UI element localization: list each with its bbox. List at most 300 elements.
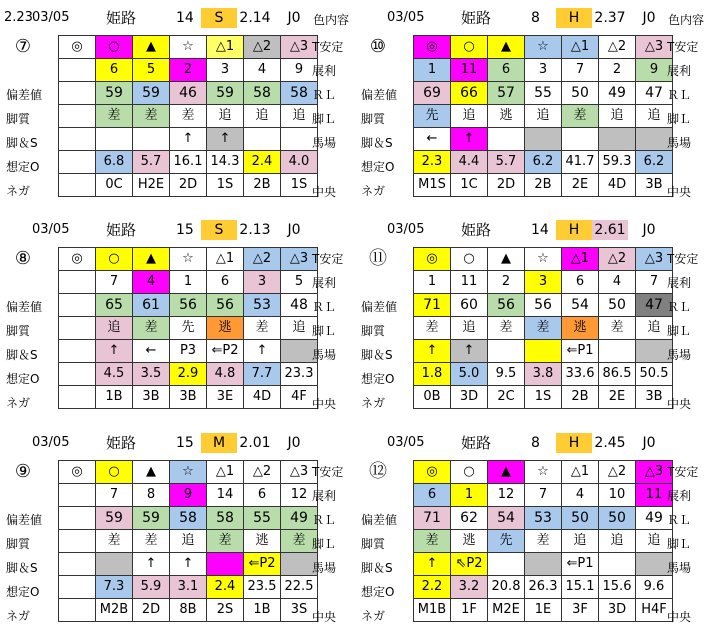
grid-cell: 2D	[133, 599, 170, 622]
grid-cell: △1	[207, 248, 244, 271]
grid-cell: ◎	[414, 461, 451, 484]
grid-cell: ←	[133, 340, 170, 363]
grid-cell: 47	[636, 294, 673, 317]
grid-cell: 2E	[562, 174, 599, 197]
grid-cell: 3B	[636, 386, 673, 409]
grid-cell: 1	[414, 59, 451, 82]
grid-cell: 差	[414, 317, 451, 340]
row-labels	[6, 460, 66, 628]
side-label	[312, 155, 343, 179]
grid-cell: 4	[244, 59, 281, 82]
grid-cell	[562, 128, 599, 151]
race-date: 03/05	[32, 435, 70, 450]
race-panel	[355, 425, 700, 637]
grid-cell: 1B	[244, 599, 281, 622]
grid-cell: 56	[488, 294, 525, 317]
grid-cell	[59, 82, 96, 105]
row-label	[6, 271, 66, 295]
grid-cell: 56	[207, 294, 244, 317]
grid-cell: △2	[244, 461, 281, 484]
grid-cell: 5.0	[451, 363, 488, 386]
grid-cell	[59, 151, 96, 174]
grid-cell: 3B	[636, 174, 673, 197]
grid-cell: 66	[451, 82, 488, 105]
grid-cell: ▲	[488, 248, 525, 271]
side-label: 脚Ｌ	[667, 324, 692, 338]
grid-cell: ▲	[488, 461, 525, 484]
race-panel	[0, 0, 350, 212]
grid-cell: ○	[96, 461, 133, 484]
row-label: ネガ	[361, 396, 386, 410]
grid-cell: 逃	[244, 530, 281, 553]
grid-cell: ☆	[525, 248, 562, 271]
grid-cell: ↑	[451, 128, 488, 151]
grid-cell: 59.3	[599, 151, 636, 174]
race-date: 03/05	[387, 222, 425, 237]
grid-cell: 58	[170, 507, 207, 530]
grid-cell: 6.8	[96, 151, 133, 174]
grid-cell: 4.0	[281, 151, 318, 174]
grid-cell: 41.7	[562, 151, 599, 174]
grid-cell: 4.8	[207, 363, 244, 386]
side-label: 馬場	[667, 561, 692, 575]
side-label: 馬場	[312, 136, 337, 150]
grid-cell: 62	[451, 507, 488, 530]
grid-cell: 33.6	[562, 363, 599, 386]
side-labels	[312, 35, 343, 203]
grid-cell: 差	[133, 317, 170, 340]
race-number: ⑫	[369, 461, 387, 482]
grid-cell: 先	[488, 530, 525, 553]
grid-cell: 追	[96, 317, 133, 340]
grid-cell: 8	[133, 484, 170, 507]
grid-cell: ↑	[133, 553, 170, 576]
row-label	[6, 59, 66, 83]
bottom-side-label: 中央	[312, 185, 337, 199]
grid-cell	[59, 105, 96, 128]
side-label	[312, 580, 343, 604]
runner-count: 8	[531, 435, 540, 451]
grade-badge: S	[201, 220, 237, 240]
grid-cell: ⇐P1	[562, 553, 599, 576]
jockey-code: J0	[642, 222, 656, 238]
grid-cell: ◎	[59, 461, 96, 484]
grid-cell: 4.4	[451, 151, 488, 174]
grid-cell: △3	[636, 36, 673, 59]
row-label	[361, 247, 421, 271]
grid-cell	[59, 553, 96, 576]
time-value: 2.14	[237, 8, 273, 28]
bottom-side-label: 中央	[667, 610, 692, 624]
race-panel	[0, 425, 345, 637]
row-label: 偏差値	[6, 88, 43, 102]
data-grid	[58, 460, 318, 622]
side-label: T安定	[312, 252, 344, 266]
grid-cell	[59, 317, 96, 340]
jockey-code: J0	[287, 222, 301, 238]
grid-cell: 4D	[599, 174, 636, 197]
side-label: ＲＬ	[667, 513, 692, 527]
grid-cell: 差	[488, 317, 525, 340]
grid-cell: 6	[414, 484, 451, 507]
grid-cell	[525, 340, 562, 363]
grid-cell: 4.5	[96, 363, 133, 386]
grid-cell	[59, 363, 96, 386]
row-label	[361, 484, 421, 508]
grid-cell	[59, 340, 96, 363]
grid-cell: 59	[96, 507, 133, 530]
grid-cell: 86.5	[599, 363, 636, 386]
grid-cell: 2.3	[414, 151, 451, 174]
grid-cell: ↑	[96, 340, 133, 363]
grid-cell: ○	[451, 248, 488, 271]
grid-cell: 48	[281, 294, 318, 317]
race-number: ⑩	[369, 36, 387, 57]
side-label: T安定	[312, 465, 344, 479]
grid-cell: 5.9	[133, 576, 170, 599]
bottom-side-label: 中央	[667, 185, 692, 199]
grid-cell	[133, 128, 170, 151]
grid-cell: 11	[451, 271, 488, 294]
grid-cell: ↑	[414, 553, 451, 576]
grid-cell: 49	[599, 82, 636, 105]
grid-cell: 1S	[281, 174, 318, 197]
bottom-side-label: 中央	[667, 397, 692, 411]
grid-cell: 差	[244, 317, 281, 340]
grid-cell: 57	[488, 82, 525, 105]
grid-cell: ○	[96, 36, 133, 59]
grid-cell: △2	[244, 36, 281, 59]
grid-cell: 7	[96, 271, 133, 294]
row-label: 脚質	[361, 537, 386, 551]
grid-cell: 59	[96, 82, 133, 105]
grid-cell: 59	[207, 82, 244, 105]
grid-cell	[599, 128, 636, 151]
grid-cell	[59, 386, 96, 409]
grid-cell	[525, 128, 562, 151]
grid-cell: ☆	[525, 461, 562, 484]
row-label	[6, 247, 66, 271]
course-name: 姫路	[106, 9, 137, 27]
grid-cell: 60	[451, 294, 488, 317]
time-value: 2.37	[592, 8, 628, 28]
grid-cell: △1	[207, 461, 244, 484]
grid-cell	[59, 59, 96, 82]
grid-cell: ↑	[244, 340, 281, 363]
race-date: 03/05	[32, 222, 70, 237]
grid-cell: 1B	[96, 386, 133, 409]
runner-count: 14	[176, 10, 194, 26]
grid-cell: 1	[170, 271, 207, 294]
grid-cell: 20.8	[488, 576, 525, 599]
grid-cell: 差	[562, 105, 599, 128]
row-label	[6, 484, 66, 508]
grid-cell: 逃	[562, 317, 599, 340]
grid-cell: 2.4	[244, 151, 281, 174]
top-date: 2.23	[4, 10, 33, 25]
grid-cell: 追	[636, 530, 673, 553]
grid-cell: 逃	[451, 530, 488, 553]
grid-cell: 3	[244, 271, 281, 294]
grade-badge: S	[201, 8, 237, 28]
grid-cell: 56	[170, 294, 207, 317]
course-name: 姫路	[106, 221, 137, 239]
grid-cell: 3D	[451, 386, 488, 409]
grid-cell: 差	[133, 530, 170, 553]
grid-cell: 1	[414, 271, 451, 294]
row-label	[361, 35, 421, 59]
grid-cell: 2D	[488, 174, 525, 197]
grid-cell: 3	[525, 59, 562, 82]
grid-cell: ☆	[525, 36, 562, 59]
row-label: 想定O	[6, 160, 40, 174]
grid-cell: 50	[562, 507, 599, 530]
header-right-label: 色内容	[668, 13, 704, 27]
jockey-code: J0	[287, 435, 301, 451]
grid-cell: △2	[599, 36, 636, 59]
grid-cell: 差	[414, 530, 451, 553]
data-grid	[58, 247, 318, 409]
grid-cell: ↑	[451, 340, 488, 363]
grid-cell: 7	[636, 271, 673, 294]
grid-cell: ○	[451, 461, 488, 484]
grid-cell: 9	[636, 59, 673, 82]
header-right-label: 色内容	[313, 13, 350, 27]
grid-cell: △3	[281, 461, 318, 484]
runner-count: 15	[176, 435, 194, 451]
grid-cell: 6	[96, 59, 133, 82]
jockey-code: J0	[287, 10, 301, 26]
grid-cell: ▲	[133, 248, 170, 271]
grid-cell: 2C	[488, 386, 525, 409]
row-label: 脚質	[6, 112, 31, 126]
row-label: 脚＆S	[6, 136, 38, 150]
row-label: 脚質	[361, 112, 386, 126]
side-label: 脚Ｌ	[667, 537, 692, 551]
side-label: 脚Ｌ	[312, 112, 337, 126]
side-label: 脚Ｌ	[312, 324, 337, 338]
grid-cell: 16.1	[170, 151, 207, 174]
grid-cell: 14	[207, 484, 244, 507]
grid-cell: 差	[599, 317, 636, 340]
side-label: 馬場	[667, 348, 692, 362]
side-label: 馬場	[312, 561, 337, 575]
side-label: 展利	[312, 489, 337, 503]
grid-cell: 71	[414, 294, 451, 317]
data-grid	[413, 460, 673, 622]
grid-cell: 12	[281, 484, 318, 507]
grid-cell	[59, 530, 96, 553]
grid-cell: 3.8	[525, 363, 562, 386]
grid-cell	[244, 128, 281, 151]
grade-badge: H	[556, 433, 592, 453]
course-name: 姫路	[106, 434, 137, 452]
grid-cell	[488, 553, 525, 576]
row-labels	[6, 35, 66, 203]
grid-cell: 4	[562, 484, 599, 507]
grid-cell: 7	[562, 59, 599, 82]
grid-cell: H2E	[133, 174, 170, 197]
grid-cell: 逃	[207, 317, 244, 340]
grid-cell: 3E	[207, 386, 244, 409]
side-label: T安定	[667, 465, 699, 479]
race-number: ⑧	[14, 248, 32, 269]
grid-cell: 1.8	[414, 363, 451, 386]
row-label: 偏差値	[6, 300, 43, 314]
bottom-side-label: 中央	[312, 610, 337, 624]
grid-cell: 23.3	[281, 363, 318, 386]
grid-cell: 3.5	[133, 363, 170, 386]
row-label	[6, 460, 66, 484]
grid-cell: 49	[281, 507, 318, 530]
grid-cell: 4	[133, 271, 170, 294]
grid-cell: 50	[562, 82, 599, 105]
grid-cell: 7.7	[244, 363, 281, 386]
row-labels	[361, 35, 421, 203]
grid-cell: 46	[170, 82, 207, 105]
grid-cell: ☆	[170, 36, 207, 59]
row-label: 脚質	[6, 537, 31, 551]
grid-cell: 2	[599, 59, 636, 82]
side-labels	[667, 35, 698, 203]
grid-cell: 4D	[244, 386, 281, 409]
race-date: 03/05	[32, 10, 70, 25]
grid-cell: 2S	[207, 599, 244, 622]
grid-cell	[59, 507, 96, 530]
row-label: 脚質	[6, 324, 31, 338]
grid-cell	[599, 553, 636, 576]
side-label: 展利	[312, 276, 337, 290]
data-grid	[413, 35, 673, 197]
side-label: T安定	[667, 40, 699, 54]
side-label: ＲＬ	[312, 300, 337, 314]
grid-cell: 5.7	[488, 151, 525, 174]
grid-cell: 3B	[133, 386, 170, 409]
grid-cell: 差	[525, 530, 562, 553]
side-labels	[312, 247, 343, 415]
grid-cell: P3	[170, 340, 207, 363]
grid-cell: 50	[599, 294, 636, 317]
grid-cell: 1S	[207, 174, 244, 197]
grid-cell: 2E	[599, 386, 636, 409]
side-label: 展利	[667, 276, 692, 290]
grid-cell: 6.2	[636, 151, 673, 174]
row-label: 想定O	[6, 585, 40, 599]
grade-badge: M	[201, 433, 237, 453]
grid-cell	[59, 271, 96, 294]
grid-cell: 59	[133, 82, 170, 105]
grid-cell: 71	[414, 507, 451, 530]
grid-cell: ↑	[414, 340, 451, 363]
race-date: 03/05	[387, 10, 425, 25]
row-label	[361, 59, 421, 83]
grid-cell: 5.7	[133, 151, 170, 174]
grid-cell: △3	[636, 461, 673, 484]
race-panel	[355, 0, 704, 212]
grid-cell: 追	[636, 105, 673, 128]
grid-cell	[59, 599, 96, 622]
row-label	[361, 271, 421, 295]
grid-cell: 1F	[451, 599, 488, 622]
row-labels	[361, 460, 421, 628]
side-label: ＲＬ	[312, 88, 337, 102]
grid-cell: 3	[207, 59, 244, 82]
runner-count: 14	[531, 222, 549, 238]
grid-cell: 61	[133, 294, 170, 317]
grid-cell: 差	[525, 317, 562, 340]
side-labels	[667, 247, 698, 415]
grid-cell: 差	[96, 105, 133, 128]
grid-cell: 追	[451, 105, 488, 128]
runner-count: 8	[531, 10, 540, 26]
grid-cell: 3S	[281, 599, 318, 622]
time-value: 2.13	[237, 220, 273, 240]
grid-cell: 2D	[170, 174, 207, 197]
time-value: 2.01	[237, 433, 273, 453]
side-label: 馬場	[312, 348, 337, 362]
grid-cell: 69	[414, 82, 451, 105]
grid-cell: 追	[244, 105, 281, 128]
grid-cell: 3.2	[451, 576, 488, 599]
grid-cell: △3	[281, 248, 318, 271]
grid-cell: 1S	[525, 386, 562, 409]
grid-cell: 差	[133, 105, 170, 128]
grid-cell: 2.9	[170, 363, 207, 386]
row-label: 偏差値	[361, 300, 398, 314]
grid-cell	[207, 553, 244, 576]
grid-cell: ⇖P2	[451, 553, 488, 576]
grid-cell: ☆	[170, 461, 207, 484]
grid-cell: M1S	[414, 174, 451, 197]
grid-cell: 47	[636, 82, 673, 105]
side-label: ＲＬ	[312, 513, 337, 527]
grid-cell: H4F	[636, 599, 673, 622]
grid-cell: 56	[525, 294, 562, 317]
grid-cell: 10	[599, 484, 636, 507]
grid-cell: △1	[562, 461, 599, 484]
grid-cell: ▲	[488, 36, 525, 59]
grid-cell: 4	[599, 271, 636, 294]
grid-cell: 5	[133, 59, 170, 82]
side-label: T安定	[312, 40, 344, 54]
grid-cell: 55	[525, 82, 562, 105]
grid-cell: 23.5	[244, 576, 281, 599]
grid-cell: 差	[170, 105, 207, 128]
grid-cell: 7	[96, 484, 133, 507]
time-value: 2.45	[592, 433, 628, 453]
side-label: 展利	[667, 489, 692, 503]
grid-cell: 追	[599, 530, 636, 553]
row-label	[361, 460, 421, 484]
grid-cell: ↑	[170, 128, 207, 151]
grid-cell: 追	[525, 105, 562, 128]
grid-cell: 50	[599, 507, 636, 530]
grid-cell: 53	[525, 507, 562, 530]
grid-cell: 追	[207, 105, 244, 128]
jockey-code: J0	[642, 10, 656, 26]
grid-cell: 9.6	[636, 576, 673, 599]
side-label	[667, 155, 698, 179]
grid-cell: 差	[281, 530, 318, 553]
row-label: ネガ	[6, 396, 31, 410]
grid-cell	[96, 128, 133, 151]
race-panel	[355, 212, 700, 424]
grid-cell: 59	[133, 507, 170, 530]
grid-cell: 追	[170, 530, 207, 553]
row-label: ネガ	[6, 184, 31, 198]
side-label	[312, 367, 343, 391]
grid-cell: 26.3	[525, 576, 562, 599]
